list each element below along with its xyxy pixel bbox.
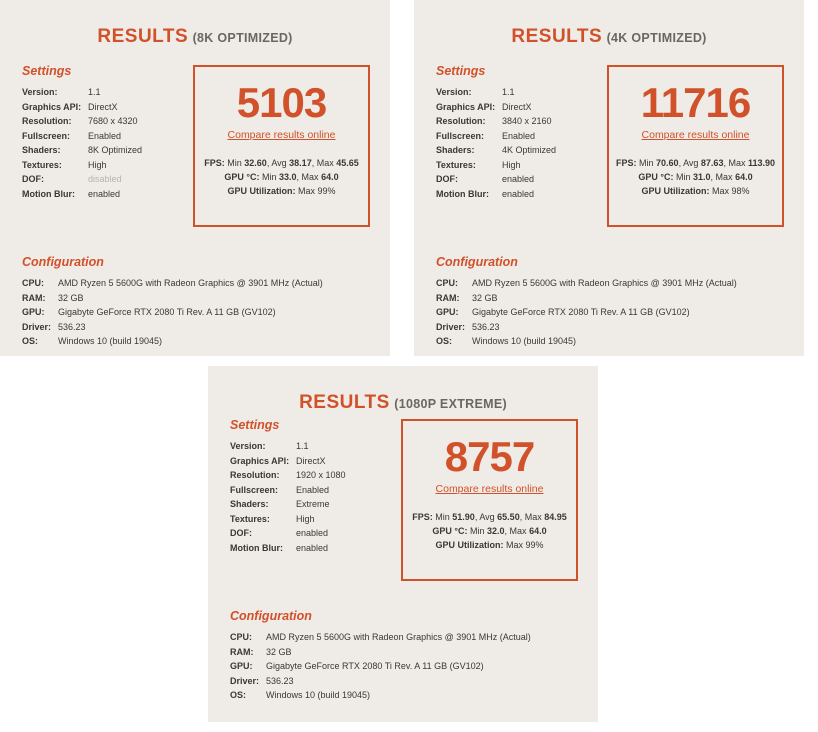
setting-value: 7680 x 4320	[88, 116, 138, 126]
results-mode-label: (8K OPTIMIZED)	[192, 31, 293, 45]
setting-value: Extreme	[296, 499, 330, 509]
fps-min-label: Min	[224, 158, 245, 168]
gpu-utilization-value: Max 99%	[503, 540, 544, 550]
gpu-min-value: 31.0	[693, 172, 711, 182]
configuration-row	[22, 334, 372, 349]
config-value: Gigabyte GeForce RTX 2080 Ti Rev. A 11 GB (GV102)	[58, 307, 276, 317]
config-key: RAM:	[230, 646, 254, 657]
configuration-title: Configuration	[436, 255, 518, 269]
fps-label: FPS:	[412, 512, 433, 522]
configuration-row	[436, 291, 786, 306]
setting-key: Motion Blur:	[230, 542, 283, 553]
setting-value: Enabled	[502, 130, 536, 141]
config-value: 536.23	[266, 675, 294, 686]
settings-row	[436, 129, 616, 144]
fps-min-value: 70.60	[656, 158, 679, 168]
setting-key: Textures:	[22, 159, 62, 170]
config-value: Gigabyte GeForce RTX 2080 Ti Rev. A 11 GB (GV102)	[472, 307, 690, 317]
setting-value: 1.1	[502, 87, 515, 97]
setting-value: Enabled	[88, 130, 122, 141]
gpu-utilization-stats	[609, 184, 782, 198]
fps-stats	[609, 156, 782, 170]
settings-row	[230, 512, 410, 527]
gpu-max-value: 64.0	[321, 172, 339, 182]
fps-max-label: , Max	[723, 158, 748, 168]
configuration-row	[436, 320, 786, 335]
settings-row	[230, 468, 410, 483]
benchmark-panel-8k	[0, 0, 390, 356]
results-mode-label: (4K OPTIMIZED)	[606, 31, 707, 45]
config-key: OS:	[230, 690, 247, 700]
compare-results-link[interactable]: Compare results online	[227, 129, 336, 141]
compare-results-link[interactable]: Compare results online	[641, 129, 750, 141]
setting-value: 1920 x 1080	[296, 470, 346, 480]
fps-stats	[195, 156, 368, 170]
setting-value: enabled	[502, 174, 535, 184]
setting-key: Textures:	[436, 159, 476, 170]
settings-rows	[436, 85, 616, 201]
config-key: RAM:	[22, 292, 46, 303]
fps-avg-value: 87.63	[700, 158, 724, 168]
settings-rows	[22, 85, 202, 201]
gpu-utilization-value: Max 99%	[295, 186, 336, 196]
gpu-utilization-label: GPU Utilization:	[641, 186, 710, 196]
gpu-temp-stats	[195, 170, 368, 184]
config-key: Driver:	[230, 675, 260, 686]
configuration-row	[230, 688, 580, 703]
setting-key: Graphics API:	[22, 101, 82, 112]
config-key: GPU:	[436, 307, 459, 317]
fps-max-value: 84.95	[544, 512, 567, 522]
score-box	[193, 65, 370, 227]
gpu-min-value: 32.0	[487, 526, 505, 536]
fps-max-value: 113.90	[747, 158, 775, 168]
settings-row	[22, 85, 202, 100]
score-box	[607, 65, 784, 227]
fps-avg-label: , Avg	[474, 512, 498, 522]
fps-label: FPS:	[616, 158, 637, 168]
settings-row	[436, 187, 616, 202]
setting-key: Graphics API:	[436, 101, 496, 112]
setting-value: enabled	[296, 542, 329, 553]
gpu-temp-label: GPU °C:	[432, 526, 468, 536]
setting-value: enabled	[296, 528, 329, 538]
results-title: RESULTS	[299, 392, 390, 413]
fps-avg-label: , Avg	[266, 158, 290, 168]
setting-value: 1.1	[88, 87, 101, 97]
score-box	[401, 419, 578, 581]
settings-row	[22, 187, 202, 202]
configuration-row	[22, 320, 372, 335]
settings-title: Settings	[436, 64, 486, 78]
config-key: OS:	[436, 336, 453, 346]
setting-value: High	[502, 159, 521, 170]
config-value: Windows 10 (build 19045)	[472, 336, 577, 346]
setting-value: 3840 x 2160	[502, 116, 552, 126]
setting-key: Resolution:	[230, 470, 280, 480]
fps-max-value: 45.65	[336, 158, 359, 168]
fps-max-label: , Max	[311, 158, 337, 168]
gpu-min-label: Min	[673, 172, 694, 182]
config-key: CPU:	[436, 278, 458, 288]
setting-key: Textures:	[230, 513, 270, 524]
setting-key: Version:	[22, 87, 58, 97]
results-header	[0, 0, 390, 48]
configuration-rows	[230, 630, 580, 703]
configuration-title: Configuration	[22, 255, 104, 269]
configuration-row	[436, 276, 786, 291]
benchmark-score: 11716	[640, 79, 751, 126]
settings-row	[436, 100, 616, 115]
setting-key: Motion Blur:	[436, 188, 489, 199]
stats-group	[195, 156, 368, 206]
fps-avg-value: 65.50	[497, 512, 520, 522]
setting-key: Shaders:	[22, 145, 61, 155]
fps-min-value: 51.90	[452, 512, 475, 522]
gpu-utilization-value: Max 98%	[709, 186, 750, 196]
settings-row	[22, 143, 202, 158]
fps-avg-value: 38.17	[289, 158, 312, 168]
fps-label: FPS:	[204, 158, 225, 168]
settings-row	[230, 497, 410, 512]
config-value: Windows 10 (build 19045)	[266, 690, 371, 700]
setting-key: DOF:	[22, 174, 44, 184]
setting-key: Shaders:	[230, 499, 269, 509]
setting-value: disabled	[88, 174, 122, 184]
gpu-min-label: Min	[259, 172, 280, 182]
gpu-temp-label: GPU °C:	[224, 172, 260, 182]
setting-key: Resolution:	[22, 116, 72, 126]
config-value: AMD Ryzen 5 5600G with Radeon Graphics @ 3901 MHz (Actual)	[472, 278, 737, 288]
benchmark-panel-1080p	[208, 366, 598, 722]
settings-row	[436, 143, 616, 158]
config-value: 32 GB	[58, 292, 84, 303]
config-key: CPU:	[230, 632, 252, 642]
configuration-row	[436, 305, 786, 320]
setting-value: Enabled	[296, 484, 330, 495]
settings-title: Settings	[22, 64, 72, 78]
gpu-max-label: , Max	[296, 172, 322, 182]
gpu-max-label: , Max	[504, 526, 530, 536]
configuration-row	[230, 645, 580, 660]
configuration-row	[22, 276, 372, 291]
setting-value: 1.1	[296, 441, 309, 451]
setting-value: DirectX	[502, 101, 532, 112]
settings-row	[230, 439, 410, 454]
results-header	[414, 0, 804, 48]
benchmark-panel-4k	[414, 0, 804, 356]
setting-key: Version:	[230, 441, 266, 451]
results-title: RESULTS	[511, 26, 603, 47]
settings-section	[436, 64, 616, 201]
gpu-utilization-label: GPU Utilization:	[435, 540, 504, 550]
setting-key: Graphics API:	[230, 455, 290, 466]
setting-key: DOF:	[230, 528, 252, 538]
stats-group	[403, 510, 576, 560]
gpu-max-value: 64.0	[529, 526, 547, 536]
results-title: RESULTS	[97, 26, 189, 47]
settings-title: Settings	[230, 418, 280, 432]
configuration-row	[230, 674, 580, 689]
results-header	[208, 366, 598, 414]
settings-row	[230, 526, 410, 541]
gpu-min-label: Min	[467, 526, 488, 536]
settings-row	[230, 541, 410, 556]
benchmark-score: 8757	[444, 433, 535, 480]
setting-key: Fullscreen:	[436, 130, 485, 141]
gpu-max-value: 64.0	[735, 172, 753, 182]
gpu-utilization-stats	[195, 184, 368, 198]
settings-row	[436, 172, 616, 187]
settings-row	[22, 114, 202, 129]
settings-row	[22, 172, 202, 187]
setting-key: Motion Blur:	[22, 188, 75, 199]
settings-section	[230, 418, 410, 555]
settings-row	[230, 454, 410, 469]
fps-min-value: 32.60	[244, 158, 267, 168]
config-key: OS:	[22, 336, 39, 346]
configuration-rows	[22, 276, 372, 349]
stats-group	[609, 156, 782, 206]
settings-rows	[230, 439, 410, 555]
setting-key: Fullscreen:	[230, 484, 279, 495]
settings-row	[22, 158, 202, 173]
config-key: CPU:	[22, 278, 44, 288]
gpu-temp-label: GPU °C:	[638, 172, 674, 182]
settings-row	[436, 85, 616, 100]
gpu-max-label: , Max	[710, 172, 736, 182]
settings-row	[436, 158, 616, 173]
config-value: 32 GB	[472, 292, 498, 303]
setting-value: High	[88, 159, 107, 170]
configuration-row	[22, 291, 372, 306]
fps-stats	[403, 510, 576, 524]
config-key: GPU:	[230, 661, 253, 671]
setting-key: Shaders:	[436, 145, 475, 155]
configuration-section	[22, 255, 372, 349]
setting-value: 4K Optimized	[502, 145, 557, 155]
setting-key: Fullscreen:	[22, 130, 71, 141]
setting-key: Resolution:	[436, 116, 486, 126]
fps-avg-label: , Avg	[678, 158, 701, 168]
configuration-section	[436, 255, 786, 349]
gpu-utilization-label: GPU Utilization:	[227, 186, 296, 196]
config-value: AMD Ryzen 5 5600G with Radeon Graphics @ 3901 MHz (Actual)	[266, 632, 531, 642]
config-value: Gigabyte GeForce RTX 2080 Ti Rev. A 11 GB (GV102)	[266, 661, 484, 671]
config-value: Windows 10 (build 19045)	[58, 336, 163, 346]
configuration-row	[230, 659, 580, 674]
config-value: 536.23	[472, 321, 500, 332]
setting-value: enabled	[502, 188, 535, 199]
configuration-row	[22, 305, 372, 320]
config-value: 32 GB	[266, 646, 292, 657]
results-mode-label: (1080P EXTREME)	[394, 397, 507, 411]
fps-min-label: Min	[636, 158, 657, 168]
benchmark-score: 5103	[236, 79, 327, 126]
compare-results-link[interactable]: Compare results online	[435, 483, 544, 495]
config-key: Driver:	[22, 321, 52, 332]
configuration-rows	[436, 276, 786, 349]
settings-row	[436, 114, 616, 129]
config-key: RAM:	[436, 292, 460, 303]
settings-row	[230, 483, 410, 498]
configuration-title: Configuration	[230, 609, 312, 623]
settings-row	[22, 100, 202, 115]
setting-value: 8K Optimized	[88, 145, 143, 155]
setting-value: DirectX	[296, 455, 326, 466]
setting-key: Version:	[436, 87, 472, 97]
config-key: Driver:	[436, 321, 466, 332]
fps-max-label: , Max	[519, 512, 545, 522]
config-key: GPU:	[22, 307, 45, 317]
config-value: AMD Ryzen 5 5600G with Radeon Graphics @ 3901 MHz (Actual)	[58, 278, 323, 288]
fps-min-label: Min	[432, 512, 453, 522]
config-value: 536.23	[58, 321, 86, 332]
settings-row	[22, 129, 202, 144]
setting-value: DirectX	[88, 101, 118, 112]
gpu-temp-stats	[609, 170, 782, 184]
configuration-row	[230, 630, 580, 645]
gpu-temp-stats	[403, 524, 576, 538]
configuration-section	[230, 609, 580, 703]
setting-value: High	[296, 513, 315, 524]
gpu-min-value: 33.0	[279, 172, 297, 182]
setting-key: DOF:	[436, 174, 458, 184]
gpu-utilization-stats	[403, 538, 576, 552]
configuration-row	[436, 334, 786, 349]
settings-section	[22, 64, 202, 201]
setting-value: enabled	[88, 188, 121, 199]
